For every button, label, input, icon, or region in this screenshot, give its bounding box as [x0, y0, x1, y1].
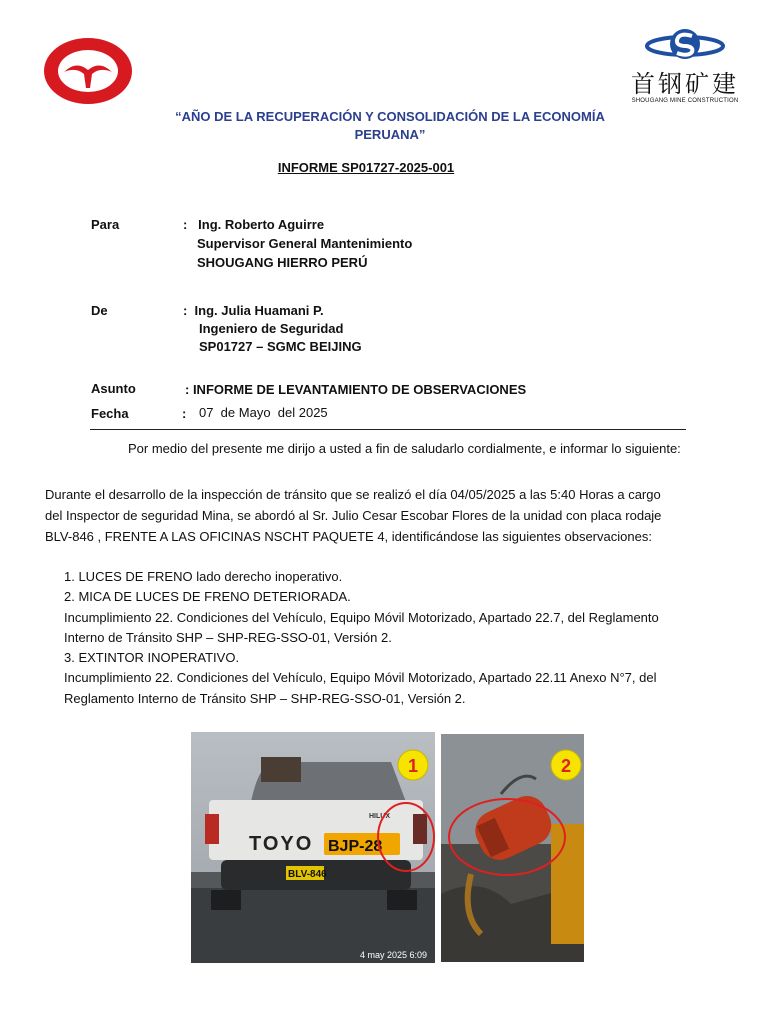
para-label: Para — [91, 217, 120, 232]
de-sender-name: : Ing. Julia Huamani P. — [183, 303, 324, 318]
right-brake-light — [413, 814, 427, 844]
intro-text: Por medio del presente me dirijo a usted a fin de saludarlo cordialmente, e informar lo siguiente: — [128, 441, 681, 456]
observation-item: 1. LUCES DE FRENO lado derecho inoperativo. — [64, 569, 343, 584]
observation-item: Reglamento Interno de Tránsito SHP – SHP-REG-SSO-01, Versión 2. — [64, 690, 466, 706]
motto-line-1: “AÑO DE LA RECUPERACIÓN Y CONSOLIDACIÓN DE LA ECONOMÍA — [175, 109, 605, 124]
header-divider — [90, 429, 686, 430]
motto-line-2: PERUANA” — [354, 127, 426, 142]
left-brake-light — [205, 814, 219, 844]
brand-text: TOYO — [249, 833, 314, 855]
photo-extinguisher — [441, 734, 584, 962]
model-badge-text: HILUX — [369, 813, 390, 820]
paragraph-line: Durante el desarrollo de la inspección de tránsito que se realizó el día 04/05/2025 a las 5:40 Horas a cargo — [45, 487, 661, 502]
license-plate-text: BLV-846 — [288, 869, 327, 880]
inspection-paragraph — [45, 484, 725, 547]
motto — [150, 108, 630, 144]
para-recipient-role: Supervisor General Mantenimiento — [197, 236, 413, 251]
asunto-value: : INFORME DE LEVANTAMIENTO DE OBSERVACIONES — [185, 382, 527, 397]
fecha-colon: : — [182, 406, 187, 421]
de-sender-company: SP01727 – SGMC BEIJING — [199, 339, 362, 354]
photo-truck-rear — [191, 732, 435, 963]
observation-item: Interno de Tránsito SHP – SHP-REG-SSO-01, Versión 2. — [64, 629, 392, 645]
observation-item: Incumplimiento 22. Condiciones del Vehículo, Equipo Móvil Motorizado, Apartado 22.11 Anexo N°7, del — [64, 670, 657, 686]
sgmc-emblem-icon — [624, 24, 746, 68]
asunto-label: Asunto — [91, 381, 136, 396]
badge-2-label: 2 — [560, 756, 572, 776]
para-recipient-company: SHOUGANG HIERRO PERÚ — [197, 255, 368, 270]
observation-item: Incumplimiento 22. Condiciones del Vehículo, Equipo Móvil Motorizado, Apartado 22.7, del Reglamento — [64, 609, 659, 625]
sgmc-logo — [624, 24, 746, 104]
report-title: INFORME SP01727-2025-001 — [277, 160, 455, 175]
fecha-label: Fecha — [91, 406, 129, 421]
observation-item: 2. MICA DE LUCES DE FRENO DETERIORADA. — [64, 589, 351, 605]
sgmc-chinese-name: 首钢矿建 — [631, 70, 739, 98]
paragraph-line: del Inspector de seguridad Mina, se abordó al Sr. Julio Cesar Escobar Flores de la unidad con placa rodaje — [45, 508, 662, 523]
observation-item: 3. EXTINTOR INOPERATIVO. — [64, 650, 240, 666]
para-recipient-name: : Ing. Roberto Aguirre — [183, 217, 325, 232]
paragraph-line: BLV-846 , FRENTE A LAS OFICINAS NSCHT PAQUETE 4, identificándose las siguientes observaciones: — [45, 529, 652, 544]
de-sender-role: Ingeniero de Seguridad — [199, 321, 344, 336]
de-label: De — [91, 303, 108, 318]
observations-list — [64, 567, 724, 709]
photo-timestamp: 4 may 2025 6:09 — [359, 950, 427, 960]
sgmc-english-name: SHOUGANG MINE CONSTRUCTION — [631, 98, 739, 104]
hierro-shougang-logo — [42, 36, 134, 106]
plate-tag-text: BJP-28 — [328, 838, 383, 855]
badge-1-label: 1 — [407, 756, 419, 776]
fecha-value: 07 de Mayo del 2025 — [199, 405, 328, 420]
